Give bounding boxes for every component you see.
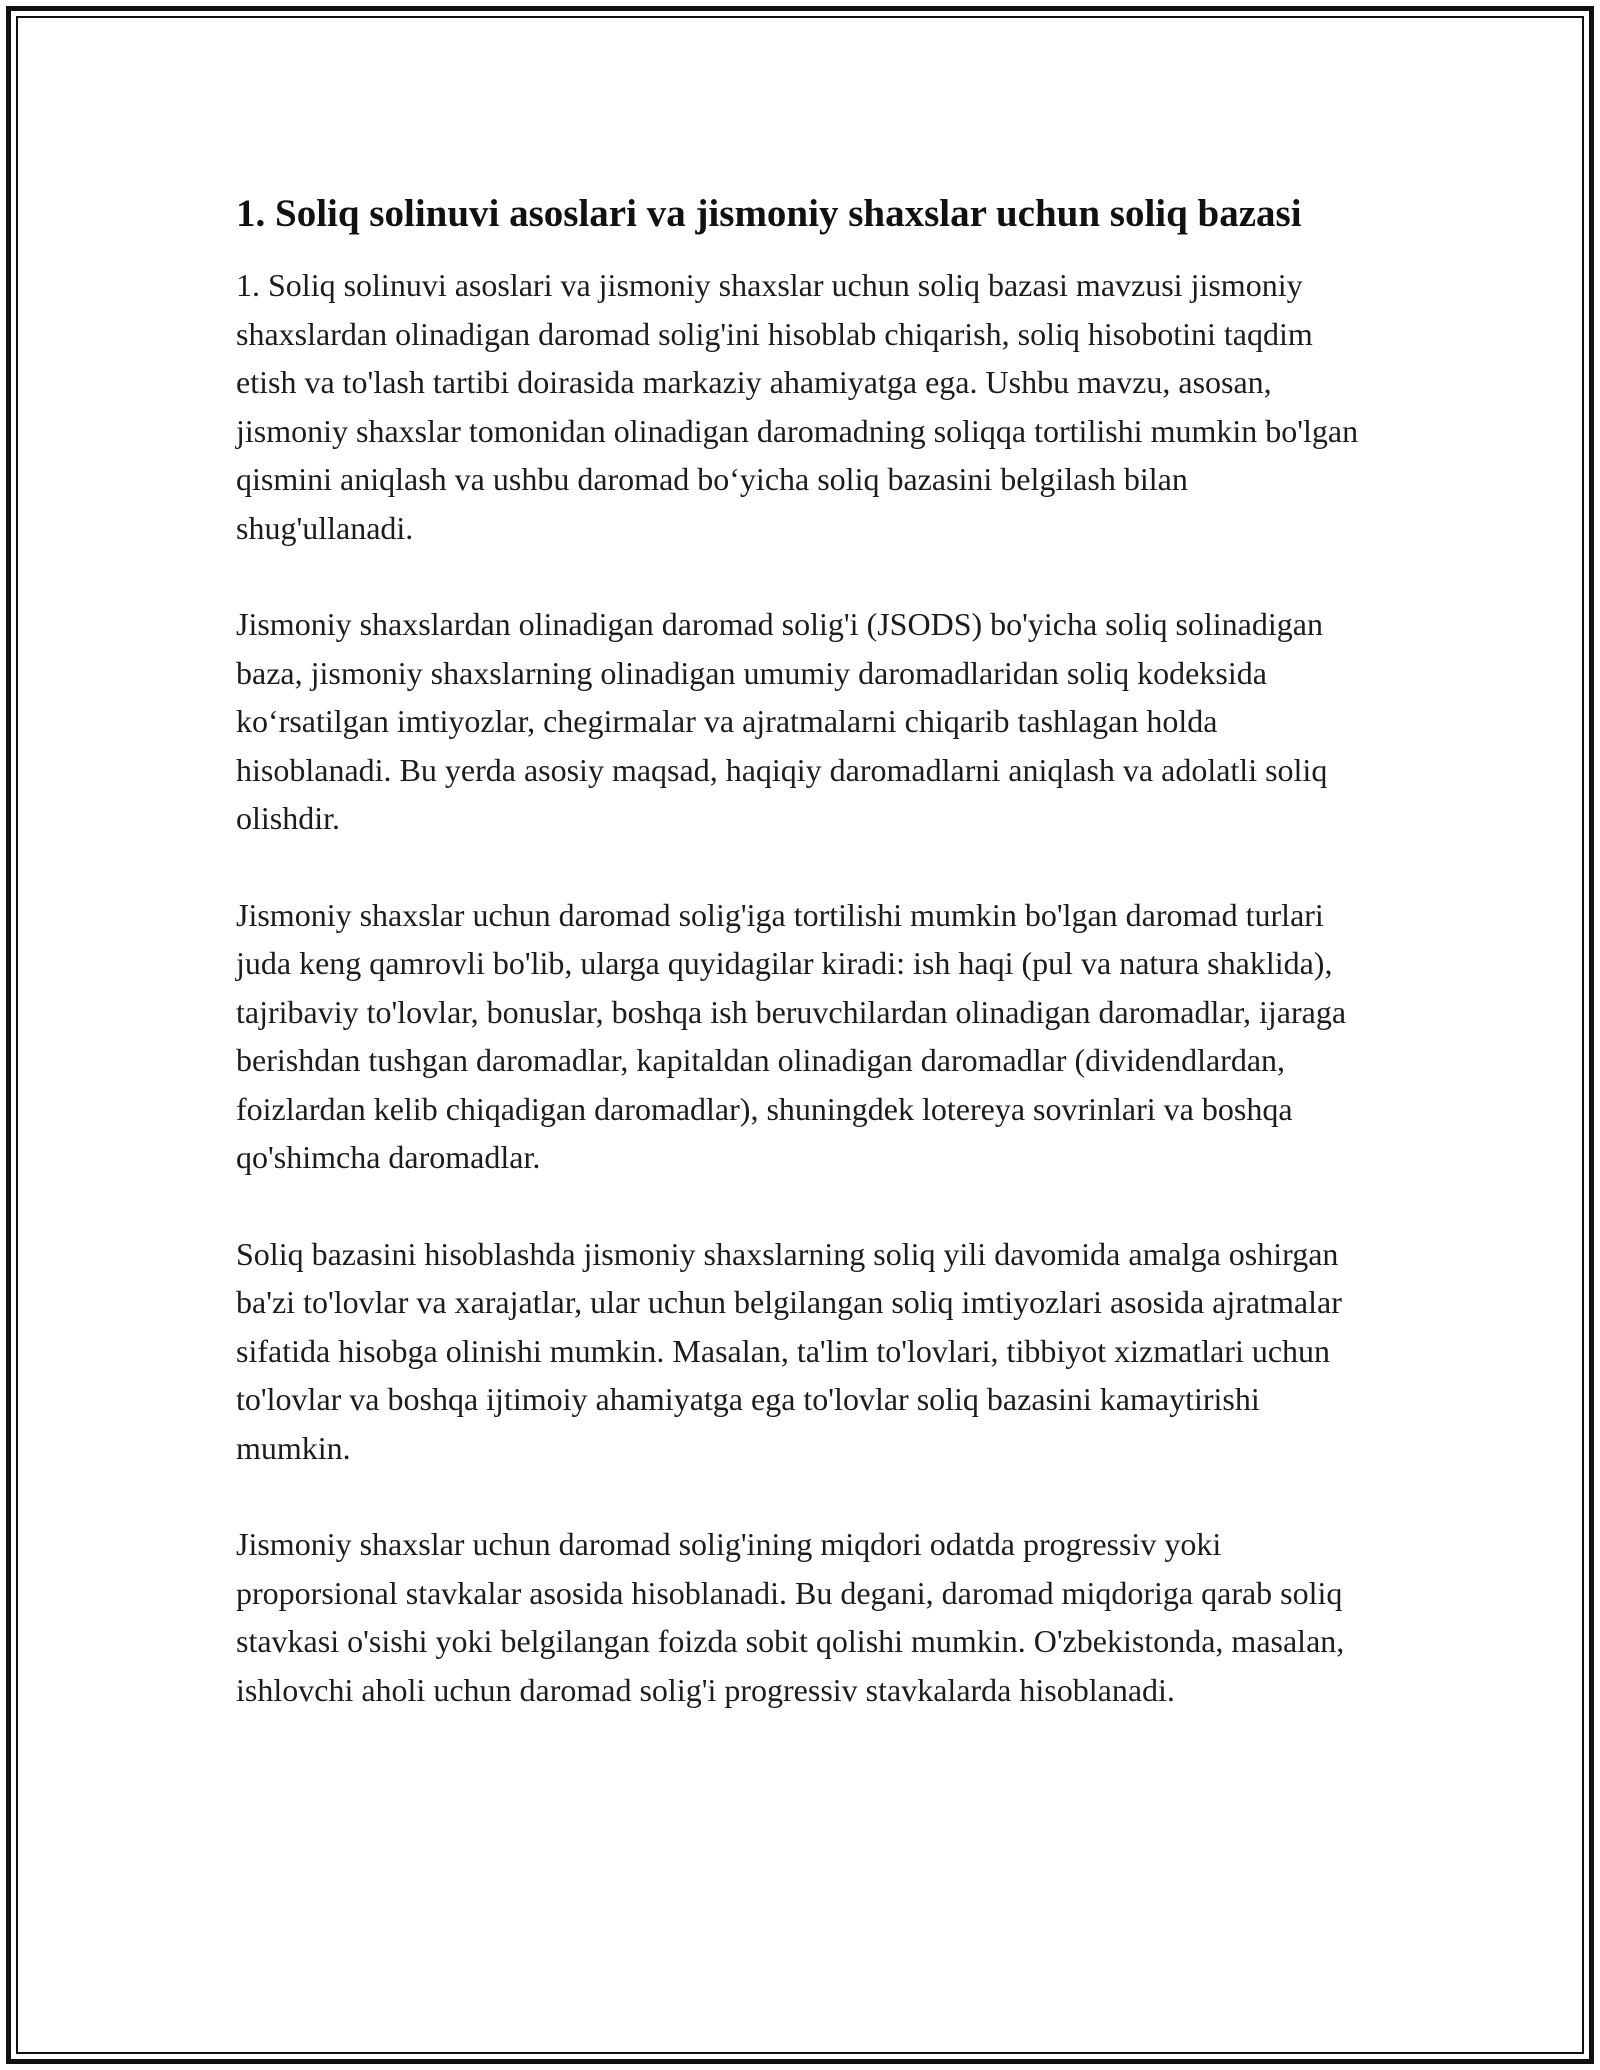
document-title: 1. Soliq solinuvi asoslari va jismoniy shaxslar uchun soliq bazasi [236, 192, 1302, 235]
paragraph-4: Soliq bazasini hisoblashda jismoniy shaxslarning soliq yili davomida amalga oshirgan ba'zi to'lovlar va xarajatlar, ular uchun belgilangan soliq imtiyozlari asosida ajratmalar sifatida hisobga olinishi mumkin. Masalan, ta'lim to'lovlari, tibbiyot xizmatlari uchun to'lovlar va boshqa ijtimoiy ahamiyatga ega to'lovlar soliq bazasini kamaytirishi mumkin. [236, 1235, 1342, 1466]
paragraph-3: Jismoniy shaxslar uchun daromad solig'iga tortilishi mumkin bo'lgan daromad turlari juda keng qamrovli bo'lib, ularga quyidagilar kiradi: ish haqi (pul va natura shaklida), tajribaviy to'lovlar, bonuslar, boshqa ish beruvchilardan olinadigan daromadlar, ijaraga berishdan tushgan daromadlar, kapitaldan olinadigan daromadlar (dividendlardan, foizlardan kelib chiqadigan daromadlar), shuningdek lotereya sovrinlari va boshqa qo'shimcha daromadlar. [236, 896, 1347, 1175]
paragraph-2: Jismoniy shaxslardan olinadigan daromad solig'i (JSODS) bo'yicha soliq solinadigan baza, jismoniy shaxslarning olinadigan umumiy daromadlaridan soliq kodeksida ko‘rsatilgan imtiyozlar, chegirmalar va ajratmalarni chiqarib tashlagan holda hisoblanadi. Bu yerda asosiy maqsad, haqiqiy daromadlarni aniqlash va adolatli soliq olishdir. [236, 606, 1328, 836]
paragraph-1: 1. Soliq solinuvi asoslari va jismoniy shaxslar uchun soliq bazasi mavzusi jismoniy shaxslardan olinadigan daromad solig'ini hisoblab chiqarish, soliq hisobotini taqdim etish va to'lash tartibi doirasida markaziy ahamiyatga ega. Ushbu mavzu, asosan, jismoniy shaxslar tomonidan olinadigan daromadning soliqqa tortilishi mumkin bo'lgan qismini aniqlash va ushbu daromad bo‘yicha soliq bazasini belgilash bilan shug'ullanadi. [236, 267, 1359, 546]
paragraph-5: Jismoniy shaxslar uchun daromad solig'ining miqdori odatda progressiv yoki proporsional stavkalar asosida hisoblanadi. Bu degani, daromad miqdoriga qarab soliq stavkasi o'sishi yoki belgilangan foizda sobit qolishi mumkin. O'zbekistonda, masalan, ishlovchi aholi uchun daromad solig'i progressiv stavkalarda hisoblanadi. [236, 1526, 1345, 1708]
document-body [236, 186, 1370, 1714]
